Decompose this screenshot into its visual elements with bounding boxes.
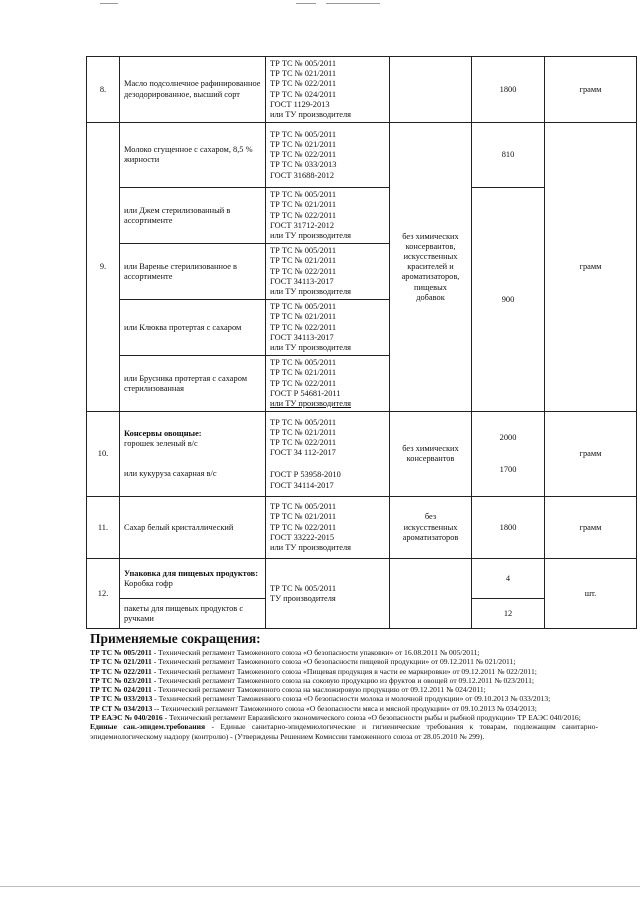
row-number: 10. [87, 412, 120, 497]
quantity-cell: 900 [472, 188, 545, 412]
row-number: 9. [87, 123, 120, 412]
abbreviations-heading: Применяемые сокращения: [90, 631, 261, 646]
abbreviation-item: Единые сан.-эпидем.требования - Единые санитарно-эпидемиологические и гигиенические требования к товарам, подлежащим санитарно-эпидемиологическому надзору (контролю) - (Утверждены Решением Комиссии таможенного союза от 28.05.2010 № 299). [90, 722, 598, 741]
quantity-cell: 12 [472, 599, 545, 629]
standards-cell: ТР ТС № 005/2011 ТР ТС № 021/2011 ТР ТС № 022/2011 ГОСТ Р 54681-2011 или ТУ производителя [266, 356, 390, 412]
standards-cell: ТР ТС № 005/2011 ТР ТС № 021/2011 ТР ТС № 022/2011 ТР ТС № 033/2013 ГОСТ 31688-2012 [266, 123, 390, 188]
product-name: Масло подсолнечное рафинированное дезодорированное, высший сорт [120, 57, 266, 123]
standards-cell: ТР ТС № 005/2011 ТР ТС № 021/2011 ТР ТС № 022/2011 ГОСТ 33222-2015 или ТУ производителя [266, 497, 390, 559]
quantity-cell: 4 [472, 559, 545, 599]
product-name: Молоко сгущенное с сахаром, 8,5 % жирности [120, 123, 266, 188]
requirements-cell: без химических консервантов, искусственных красителей и ароматизаторов, пищевых добавок [390, 123, 472, 412]
quantity-cell: 810 [472, 123, 545, 188]
requirements-cell [390, 57, 472, 123]
abbreviation-item: ТР ТС № 023/2011 - Технический регламент Таможенного союза на соковую продукцию из фруктов и овощей от 09.12.2011 № 023/2011; [90, 675, 534, 685]
unit-cell: грамм [545, 123, 637, 412]
quantity-cell: 1800 [472, 57, 545, 123]
requirements-cell: без искусственных ароматизаторов [390, 497, 472, 559]
standards-cell: ТР ТС № 005/2011 ТР ТС № 021/2011 ТР ТС № 022/2011 ГОСТ 31712-2012 или ТУ производителя [266, 188, 390, 244]
product-name: или Джем стерилизованный в ассортименте [120, 188, 266, 244]
abbreviation-item: ТР ТС № 033/2013 - Технический регламент Таможенного союза «О безопасности молока и молочной продукции» от 09.10.2013 № 033/2013; [90, 694, 551, 704]
row-number: 11. [87, 497, 120, 559]
standards-cell: ТР ТС № 005/2011 ТУ производителя [266, 559, 390, 629]
unit-cell: шт. [545, 559, 637, 629]
unit-cell: грамм [545, 412, 637, 497]
requirements-cell [390, 559, 472, 629]
product-name: или Варенье стерилизованное в ассортименте [120, 244, 266, 300]
abbreviation-item: ТР ТС № 005/2011 - Технический регламент Таможенного союза «О безопасности упаковки» от 16.08.2011 № 005/2011; [90, 648, 480, 657]
product-name: Консервы овощные: горошек зеленый в/с или кукуруза сахарная в/с [120, 412, 266, 497]
table-row-8 [87, 57, 637, 123]
quantity-cell: 1800 [472, 497, 545, 559]
product-name: пакеты для пищевых продуктов с ручками [120, 599, 266, 629]
row-number: 12. [87, 559, 120, 629]
unit-cell: грамм [545, 57, 637, 123]
table-row-9a [87, 123, 637, 188]
table-row-11 [87, 497, 637, 559]
products-table [86, 56, 637, 629]
top-scan-marks [0, 0, 640, 10]
standards-cell: ТР ТС № 005/2011 ТР ТС № 021/2011 ТР ТС № 022/2011 ГОСТ 34113-2017 или ТУ производителя [266, 244, 390, 300]
product-name: Сахар белый кристаллический [120, 497, 266, 559]
unit-cell: грамм [545, 497, 637, 559]
standards-cell: ТР ТС № 005/2011 ТР ТС № 021/2011 ТР ТС № 022/2011 ГОСТ 34 112-2017 ГОСТ Р 53958-2010 ГОСТ 34114-2017 [266, 412, 390, 497]
quantity-cell: 2000 1700 [472, 412, 545, 497]
abbreviations-section [90, 631, 598, 741]
product-name: или Клюква протертая с сахаром [120, 300, 266, 356]
abbreviation-item: ТР ЕАЭС № 040/2016 - Технический регламент Евразийского экономического союза «О безопасности рыбы и рыбной продукции» ТР ЕАЭС 040/2016; [90, 713, 581, 723]
requirements-cell: без химических консервантов [390, 412, 472, 497]
bottom-scan-line [0, 886, 640, 887]
row-number: 8. [87, 57, 120, 123]
abbreviation-item: ТР ТС № 024/2011 - Технический регламент Таможенного союза на масложировую продукцию от 09.12.2011 № 024/2011; [90, 685, 486, 695]
table-row-12a [87, 559, 637, 599]
abbreviation-item: ТР СТ № 034/2013 -- Технический регламент Таможенного союза «О безопасности мяса и мясной продукции» от 09.10.2013 № 034/2013; [90, 703, 537, 713]
abbreviation-item: ТР ТС № 021/2011 - Технический регламент Таможенного союза «О безопасности пищевой продукции» от 09.12.2011 № 021/2011; [90, 657, 516, 667]
standards-cell: ТР ТС № 005/2011 ТР ТС № 021/2011 ТР ТС № 022/2011 ГОСТ 34113-2017 или ТУ производителя [266, 300, 390, 356]
product-name: или Брусника протертая с сахаром стерилизованная [120, 356, 266, 412]
table-row-10 [87, 412, 637, 497]
product-name: Упаковка для пищевых продуктов: Коробка гофр [120, 559, 266, 599]
abbreviation-item: ТР ТС № 022/2011 - Технический регламент Таможенного союза «Пищевая продукция в части ее маркировки» от 09.12.2011 № 022/2011; [90, 666, 537, 676]
standards-cell: ТР ТС № 005/2011 ТР ТС № 021/2011 ТР ТС № 022/2011 ТР ТС № 024/2011 ГОСТ 1129-2013 или ТУ производителя [266, 57, 390, 123]
